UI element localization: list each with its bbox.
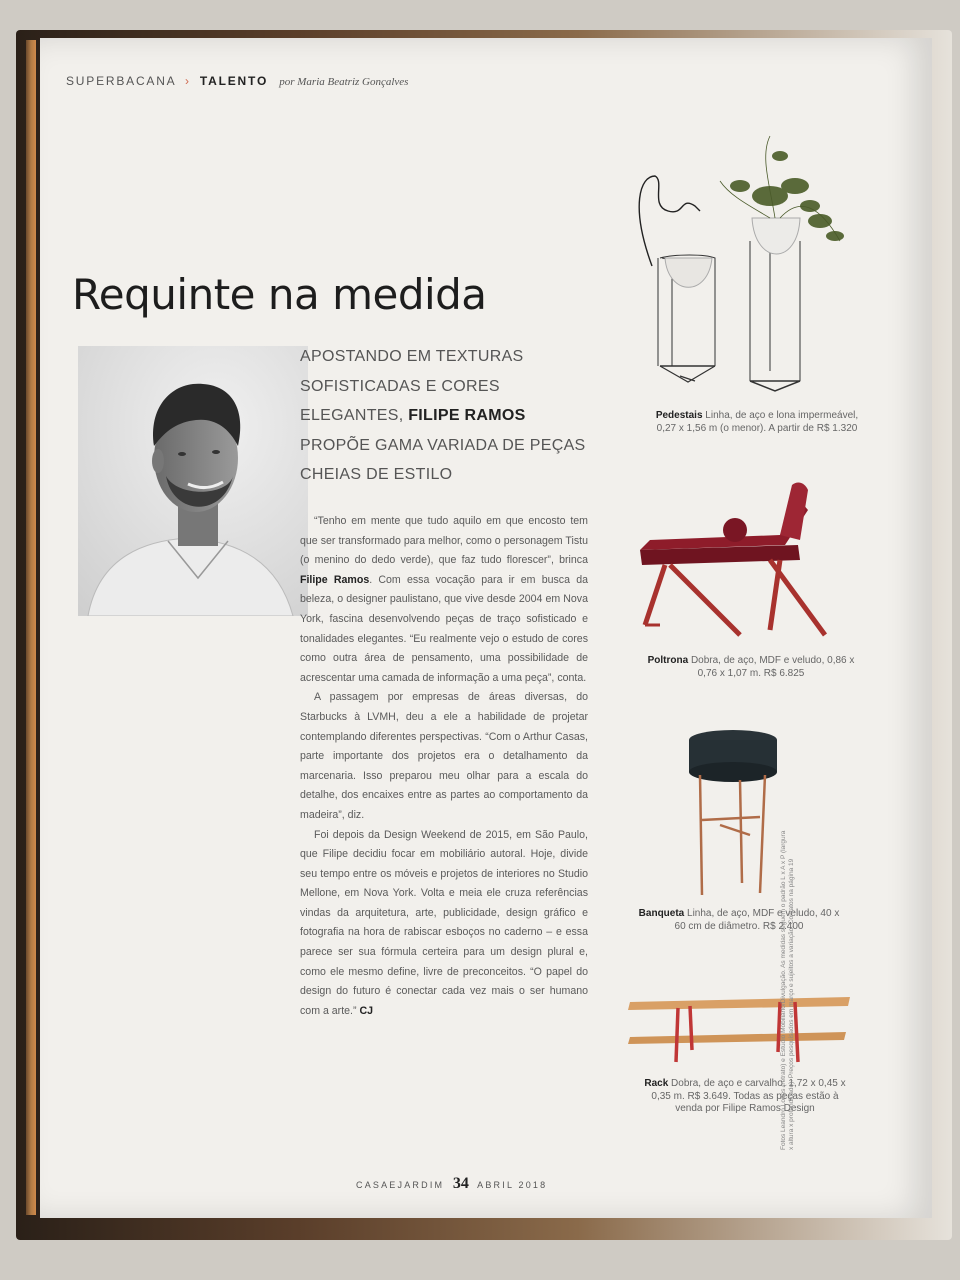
- paragraph-1: [300, 512, 588, 688]
- portrait-illustration: [78, 346, 308, 616]
- lounge-chair-name: Poltrona: [647, 655, 689, 666]
- stool-image: [680, 725, 790, 900]
- rack-description: Dobra, de aço e carvalho, 1,72 x 0,45 x 0,35 m. R$ 3.649. Todas as peças estão à venda por Filipe Ramos Design: [651, 1078, 846, 1114]
- subsection-label: TALENTO: [199, 74, 269, 88]
- stool-name: Banqueta: [638, 908, 685, 919]
- lounge-chair-caption: [646, 655, 856, 680]
- paragraph-2: A passagem por empresas de áreas diversas, do Starbucks à LVMH, deu a ele a habilidade de projetar contemplando diferentes perspectivas. “Com o Arthur Casas, parte importante dos projetos era o detalhamento da marcenaria. Isso preparou meu olhar para a escala do detalhe, dos encaixes entre as partes ao comportamento da madeira”, diz.: [300, 691, 588, 821]
- lede-text-start: APOSTANDO EM TEXTURAS SOFISTICADAS E CORES ELEGANTES,: [300, 348, 524, 424]
- article-body: [300, 512, 588, 1021]
- paragraph-1-designer-name: Filipe Ramos: [300, 573, 370, 586]
- portrait-photo: [78, 346, 308, 616]
- photo-credits: Fotos Leandro Lopes (retrato) e Estúdio Mobiliário/Divulgação. As medidas seguem o padrão L x A x P (largura x altura x profundidade). Preços pesquisados em março e sujeitos a variação. Contatos na página 19: [780, 830, 795, 1150]
- lounge-chair-image: [630, 475, 860, 645]
- rack-image: [620, 992, 860, 1072]
- stool-caption: [634, 908, 844, 933]
- magazine-name: CASAEJARDIM: [356, 1180, 445, 1190]
- left-page-edge: [26, 40, 36, 1215]
- lede-text-end: PROPÕE GAMA VARIADA DE PEÇAS CHEIAS DE ESTILO: [300, 436, 586, 483]
- pedestal-caption: [652, 410, 862, 435]
- rack-caption: [640, 1078, 850, 1116]
- lounge-chair-description: Dobra, de aço, MDF e veludo, 0,86 x 0,76 x 1,07 m. R$ 6.825: [688, 655, 855, 679]
- stool-description: Linha, de aço, MDF e veludo, 40 x 60 cm de diâmetro. R$ 2.400: [674, 908, 840, 932]
- pedestal-planters-image: [620, 126, 880, 406]
- article-lede: [300, 342, 600, 490]
- paragraph-1-start: “Tenho em mente que tudo aquilo em que encosto tem que ser transformado para melhor, como o personagem Tistu (o menino do dedo verde), que faz tudo florescer”, brinca: [300, 515, 588, 567]
- paragraph-3-text: Foi depois da Design Weekend de 2015, em São Paulo, que Filipe decidiu focar em mobiliário autoral. Hoje, divide seu tempo entre os móveis e projetos de interiores no Studio Mellone, em Nova York. Volta e meia ele cruza referências vindas da arquitetura, arte, publicidade, design gráfico e fotografia na hora de rabiscar esboços no caderno – e essa parece ser sua fórmula certeira para um design plural e, como ele mesmo define, livre de preconceitos. “O papel do design do futuro é conectar cada vez mais o ser humano com a arte.”: [300, 828, 588, 1017]
- rack-name: Rack: [644, 1078, 669, 1089]
- article-title: Requinte na medida: [72, 270, 487, 319]
- page-number: 34: [452, 1175, 469, 1192]
- paragraph-1-end: . Com essa vocação para ir em busca da beleza, o designer paulistano, que vive desde 2004 em Nova York, fascina desenvolvendo peças de traço sofisticado e tonalidades elegantes. “Eu realmente vejo o estudo de cores como outra área de pensamento, uma possibilidade de acrescentar uma camada de informação a uma peça”, conta.: [300, 573, 588, 684]
- section-label: SUPERBACANA: [66, 74, 176, 88]
- author-byline: por Maria Beatriz Gonçalves: [279, 76, 409, 88]
- pedestal-name: Pedestais: [655, 410, 703, 421]
- section-separator: ›: [184, 74, 191, 88]
- page-footer: [356, 1175, 547, 1193]
- section-header: [66, 74, 408, 88]
- paragraph-3: [300, 826, 588, 1022]
- lede-designer-name: FILIPE RAMOS: [408, 407, 526, 424]
- pedestal-description: Linha, de aço e lona impermeável, 0,27 x 1,56 m (o menor). A partir de R$ 1.320: [656, 410, 859, 434]
- issue-date: ABRIL 2018: [477, 1180, 548, 1190]
- author-signature: CJ: [359, 1004, 374, 1017]
